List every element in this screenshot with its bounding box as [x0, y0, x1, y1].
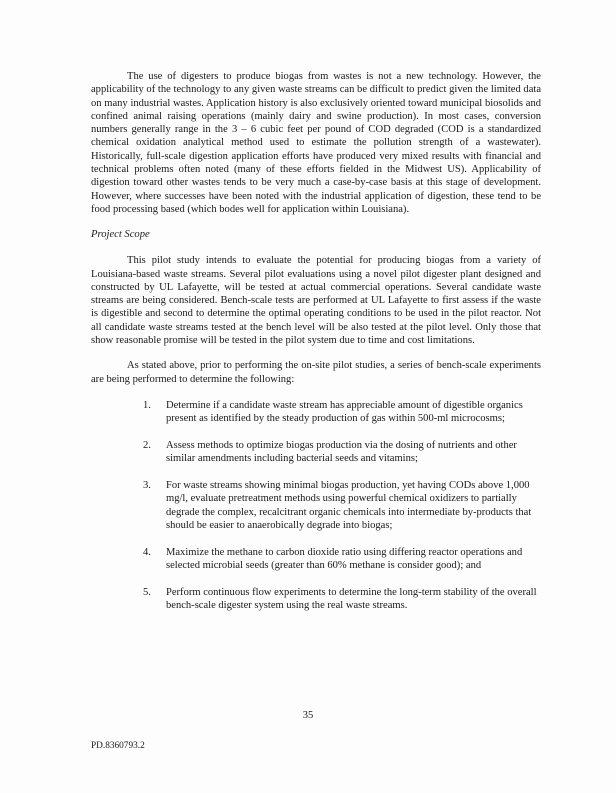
intro-paragraph: The use of digesters to produce biogas from wastes is not a new technology. However, the applicability of the technology to any given waste streams can be difficult to predict given the limited data on many industrial wastes. Application history is also exclusively oriented toward municipal biosolids and confined animal raising operations (mainly dairy and swine production). In most cases, conversion numbers generally range in the 3 – 6 cubic feet per pound of COD degraded (COD is a standardized chemical oxidation analytical method used to estimate the pollution strength of a wastewater). Historically, full-scale digestion application efforts have produced very mixed results with financial and technical problems often noted (many of these efforts fielded in the Midwest US). Applicability of digestion toward other wastes tends to be very much a case-by-case basis at this stage of development. However, where successes have been noted with the industrial application of digestion, these tend to be food processing based (which bodes well for application within Louisiana). [91, 71, 541, 215]
scope-paragraph: This pilot study intends to evaluate the potential for producing biogas from a variety of Louisiana-based waste streams. Several pilot evaluations using a novel pilot digester plant designed and constructed by UL Lafayette, will be tested at actual commercial operations. Several candidate waste streams are being considered. Bench-scale tests are performed at UL Lafayette to first assess if the waste is digestible and second to determine the optimal operating conditions to be used in the pilot reactor. Not all candidate waste streams tested at the bench level will be also tested at the pilot level. Only those that show reasonable promise will be tested in the pilot system due to time and cost limitations. [91, 255, 541, 347]
list-item [143, 479, 541, 532]
list-item-number: 2. [143, 440, 151, 452]
document-id: PD.8360793.2 [91, 741, 145, 751]
list-item-number: 5. [143, 586, 151, 598]
list-item-number: 4. [143, 546, 151, 558]
list-item-text: Perform continuous flow experiments to determine the long-term stability of the overall bench-scale digester system using the real waste streams. [166, 586, 537, 612]
page-number: 35 [302, 710, 314, 721]
list-item [143, 586, 541, 613]
section-heading: Project Scope [91, 229, 150, 241]
page-body [91, 70, 541, 626]
bench-scale-paragraph: As stated above, prior to performing the on-site pilot studies, a series of bench-scale experiments are being performed to determine the following: [91, 360, 541, 385]
list-item [143, 439, 541, 466]
list-item-number: 3. [143, 480, 151, 492]
list-item-text: Maximize the methane to carbon dioxide ratio using differing reactor operations and selected microbial seeds (greater than 60% methane is consider good); and [166, 546, 523, 572]
objectives-list [143, 399, 541, 613]
list-item-text: Assess methods to optimize biogas production via the dosing of nutrients and other similar amendments including bacterial seeds and vitamins; [166, 440, 517, 465]
list-item-text: Determine if a candidate waste stream has appreciable amount of digestible organics present as identified by the steady production of gas within 500-ml microcosms; [166, 399, 523, 425]
list-item-number: 1. [143, 399, 151, 411]
list-item-text: For waste streams showing minimal biogas production, yet having CODs above 1,000 mg/l, evaluate pretreatment methods using powerful chemical oxidizers to partially degrade the complex, recalcitrant organic chemicals into intermediate by-products that should be easier to anaerobically degrade into biogas; [166, 480, 532, 532]
list-item [143, 399, 541, 426]
list-item [143, 546, 541, 573]
